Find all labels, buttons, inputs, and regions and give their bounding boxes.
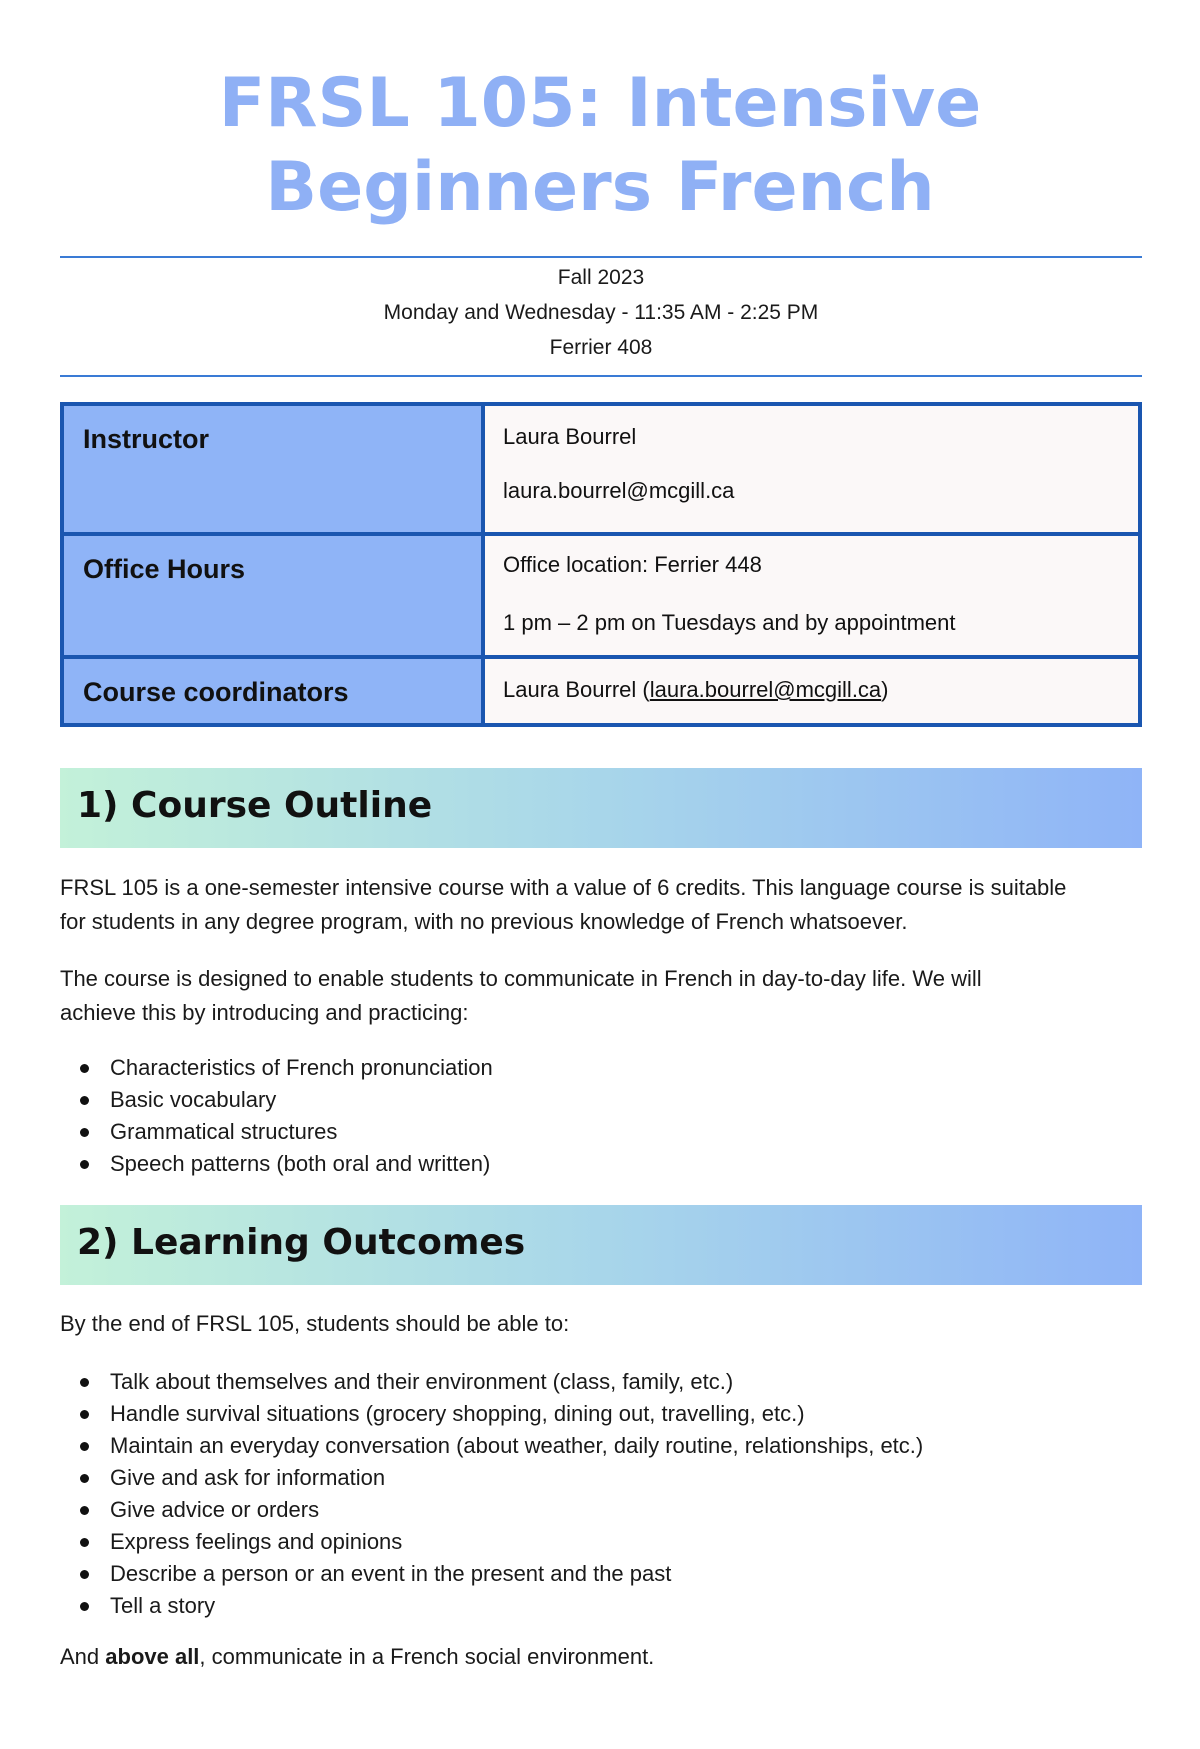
course-info-table bbox=[60, 402, 1142, 727]
course-outline-paragraph-2 bbox=[60, 962, 1142, 1030]
closing-emphasis: above all bbox=[105, 1644, 200, 1669]
list-item: Maintain an everyday conversation (about weather, daily routine, relationships, etc.) bbox=[60, 1430, 1142, 1462]
title-line-1: FRSL 105: Intensive bbox=[218, 64, 982, 143]
learning-outcomes-list bbox=[60, 1366, 1142, 1622]
office-hours-row bbox=[62, 534, 1140, 657]
coordinator-name: Laura Bourrel ( bbox=[503, 677, 650, 702]
learning-outcomes-intro: By the end of FRSL 105, students should be able to: bbox=[60, 1311, 570, 1336]
para1-line2: for students in any degree program, with no previous knowledge of French whatsoever. bbox=[60, 909, 908, 934]
page-title bbox=[60, 62, 1140, 230]
list-item: Talk about themselves and their environment (class, family, etc.) bbox=[60, 1366, 1142, 1398]
closing-pre: And bbox=[60, 1644, 106, 1669]
room: Ferrier 408 bbox=[549, 336, 653, 359]
list-item: Grammatical structures bbox=[60, 1116, 1142, 1148]
schedule: Monday and Wednesday - 11:35 AM - 2:25 PM bbox=[383, 301, 819, 324]
section-course-outline bbox=[60, 768, 1142, 848]
office-time: 1 pm – 2 pm on Tuesdays and by appointment bbox=[503, 610, 956, 635]
office-hours-label: Office Hours bbox=[83, 554, 246, 584]
list-item: Handle survival situations (grocery shopping, dining out, travelling, etc.) bbox=[60, 1398, 1142, 1430]
instructor-email[interactable]: laura.bourrel@mcgill.ca bbox=[503, 478, 735, 503]
instructor-label: Instructor bbox=[83, 424, 210, 454]
section-learning-outcomes bbox=[60, 1205, 1142, 1285]
course-meta bbox=[60, 260, 1142, 365]
para2-line2: achieve this by introducing and practicing: bbox=[60, 1000, 469, 1025]
top-divider bbox=[60, 256, 1142, 258]
list-item: Give advice or orders bbox=[60, 1494, 1142, 1526]
title-line-2: Beginners French bbox=[265, 148, 935, 227]
section-heading-course-outline: 1) Course Outline bbox=[77, 785, 433, 826]
office-hours-value-cell bbox=[483, 534, 1140, 657]
coordinator-email-link[interactable]: laura.bourrel@mcgill.ca bbox=[649, 677, 882, 702]
course-outline-list bbox=[60, 1052, 1142, 1180]
instructor-row bbox=[62, 404, 1140, 534]
para1-line1: FRSL 105 is a one-semester intensive course with a value of 6 credits. This language course is suitable bbox=[60, 875, 1067, 900]
list-item: Give and ask for information bbox=[60, 1462, 1142, 1494]
closing-post: , communicate in a French social environment. bbox=[199, 1644, 655, 1669]
office-hours-label-cell bbox=[62, 534, 483, 657]
list-item: Speech patterns (both oral and written) bbox=[60, 1148, 1142, 1180]
coordinator-line bbox=[485, 659, 1138, 703]
coordinators-label: Course coordinators bbox=[83, 677, 349, 707]
list-item: Tell a story bbox=[60, 1590, 1142, 1622]
coordinators-label-cell bbox=[62, 657, 483, 725]
list-item: Characteristics of French pronunciation bbox=[60, 1052, 1142, 1084]
instructor-value-cell bbox=[483, 404, 1140, 534]
instructor-label-cell bbox=[62, 404, 483, 534]
bottom-divider bbox=[60, 375, 1142, 377]
list-item: Basic vocabulary bbox=[60, 1084, 1142, 1116]
para2-line1: The course is designed to enable students to communicate in French in day-to-day life. We will bbox=[60, 966, 982, 991]
term: Fall 2023 bbox=[557, 266, 645, 289]
coordinators-row bbox=[62, 657, 1140, 725]
list-item: Express feelings and opinions bbox=[60, 1526, 1142, 1558]
list-item: Describe a person or an event in the present and the past bbox=[60, 1558, 1142, 1590]
coordinators-value-cell bbox=[483, 657, 1140, 725]
course-outline-paragraph-1 bbox=[60, 871, 1142, 939]
section-heading-learning-outcomes: 2) Learning Outcomes bbox=[77, 1222, 526, 1263]
instructor-name: Laura Bourrel bbox=[503, 424, 637, 449]
closing-sentence bbox=[60, 1640, 1142, 1674]
coordinator-close: ) bbox=[881, 677, 889, 702]
office-location: Office location: Ferrier 448 bbox=[503, 552, 762, 577]
